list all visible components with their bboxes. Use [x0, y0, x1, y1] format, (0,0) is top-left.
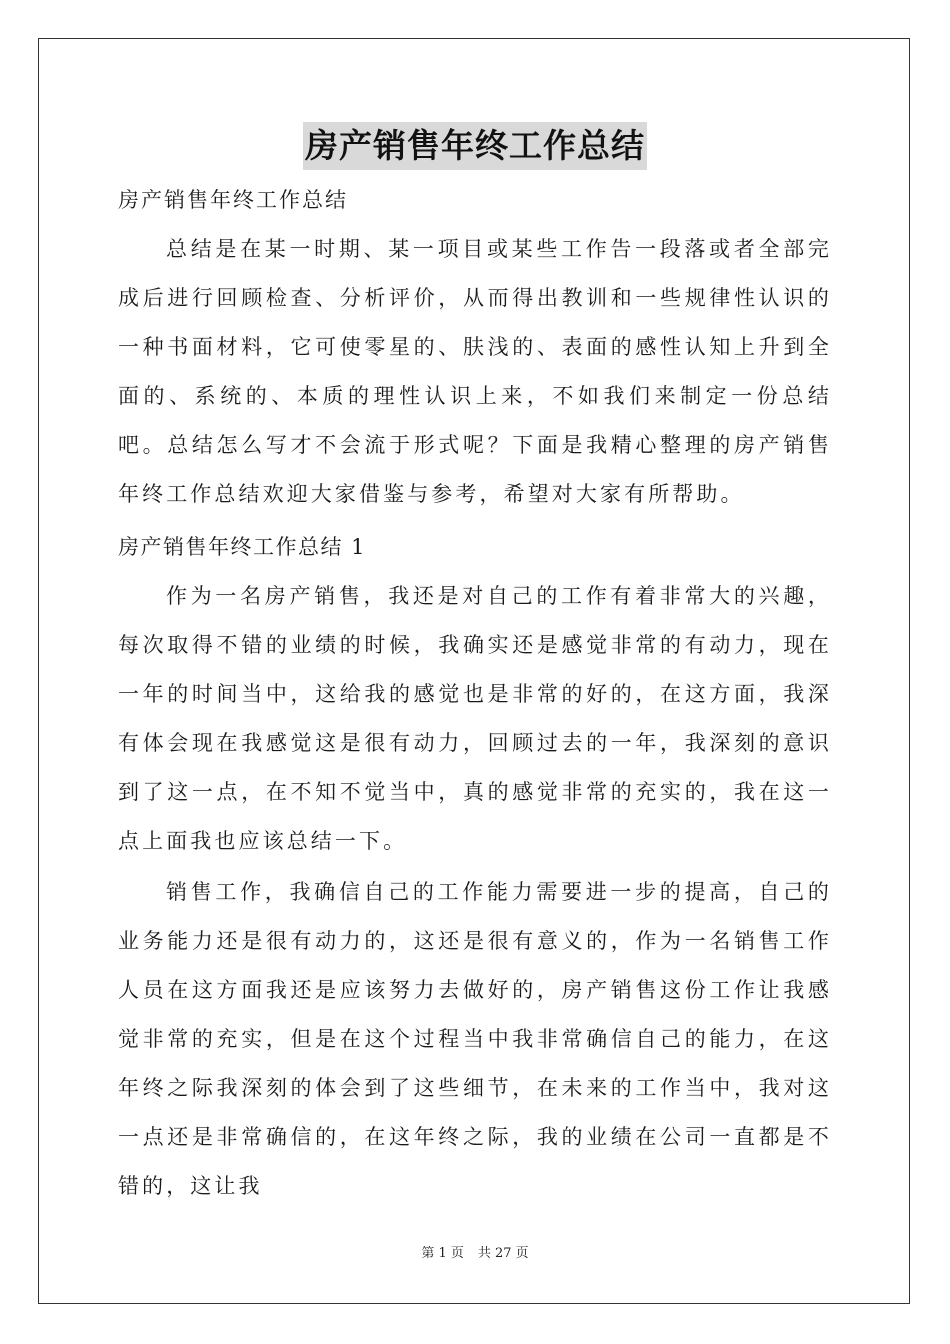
document-title	[0, 122, 950, 170]
page-footer	[0, 1244, 950, 1264]
page-total: 共 27 页	[477, 1246, 529, 1261]
body-paragraph-1: 作为一名房产销售，我还是对自己的工作有着非常大的兴趣，每次取得不错的业绩的时候，我确实还是感觉非常的有动力，现在一年的时间当中，这给我的感觉也是非常的好的，在这方面，我深有体会现在我感觉这是很有动力，回顾过去的一年，我深刻的意识到了这一点，在不知不觉当中，真的感觉非常的充实的，我在这一点上面我也应该总结一下。	[118, 584, 832, 853]
intro-paragraph: 总结是在某一时期、某一项目或某些工作告一段落或者全部完成后进行回顾检查、分析评价，从而得出教训和一些规律性认识的一种书面材料，它可使零星的、肤浅的、表面的感性认知上升到全面的、系统的、本质的理性认识上来，不如我们来制定一份总结吧。总结怎么写才不会流于形式呢？下面是我精心整理的房产销售年终工作总结欢迎大家借鉴与参考，希望对大家有所帮助。	[118, 237, 832, 506]
document-subtitle: 房产销售年终工作总结	[118, 188, 348, 212]
page-number: 第 1 页	[421, 1246, 464, 1261]
document-title-text: 房产销售年终工作总结	[303, 122, 647, 170]
section-heading: 房产销售年终工作总结 1	[118, 535, 367, 559]
body-paragraph-2: 销售工作，我确信自己的工作能力需要进一步的提高，自己的业务能力还是很有动力的，这还是很有意义的，作为一名销售工作人员在这方面我还是应该努力去做好的，房产销售这份工作让我感觉非常的充实，但是在这个过程当中我非常确信自己的能力，在这年终之际我深刻的体会到了这些细节，在未来的工作当中，我对这一点还是非常确信的，在这年终之际，我的业绩在公司一直都是不错的，这让我	[118, 880, 832, 1198]
